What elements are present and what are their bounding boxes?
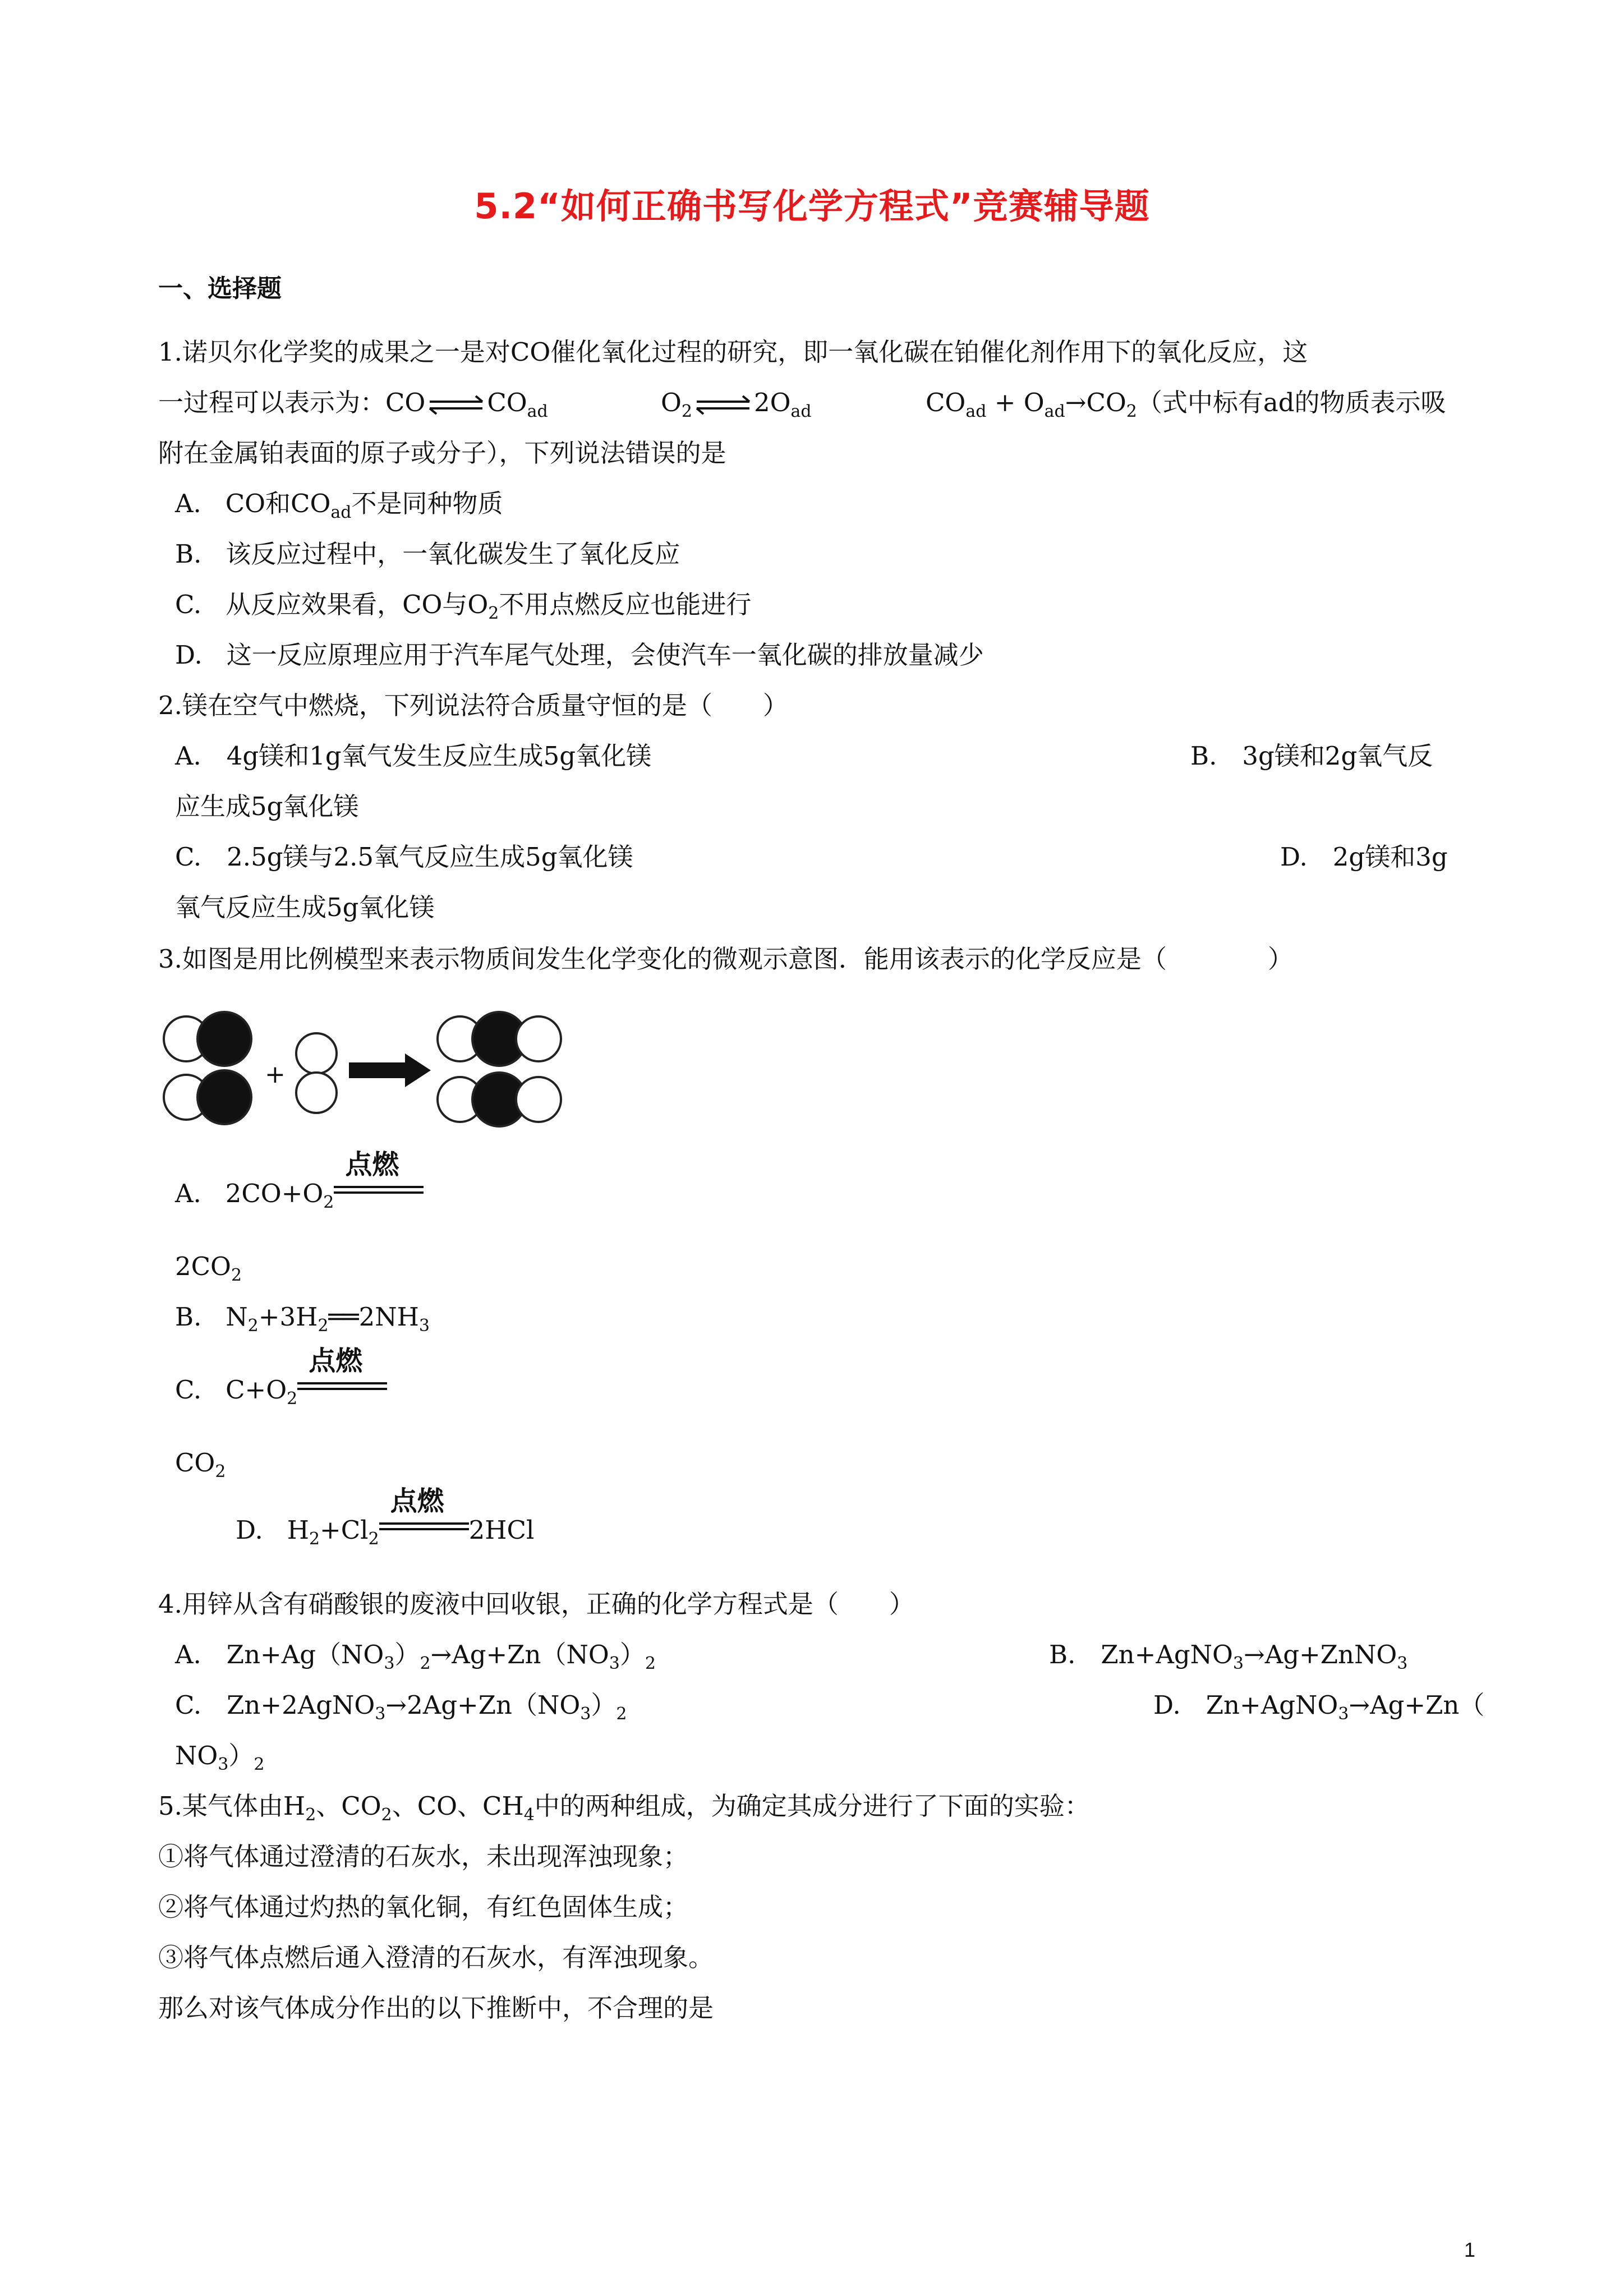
condition-ignite: 点燃 (334, 1177, 424, 1211)
q3-option-d[interactable]: D. $H_2+Cl_2$ 点燃 2HCl (236, 1485, 535, 1549)
q1-option-b[interactable]: B. 该反应过程中，一氧化碳发生了氧化反应 (175, 539, 680, 569)
q1-option-c[interactable]: C. 从反应效果看，CO与$O_2$不用点燃反应也能进行 (175, 590, 752, 623)
q2-option-a[interactable]: A. 4g镁和1g氧气发生反应生成5g氧化镁 (175, 741, 652, 771)
q2-option-d[interactable]: D. 2g镁和3g (1280, 842, 1448, 872)
q2-stem: 2.镁在空气中燃烧，下列说法符合质量守恒的是（ ） (158, 691, 788, 720)
q4-option-b[interactable]: B. Zn+AgNO$_3$→Ag+ZnNO$_3$ (1049, 1640, 1408, 1673)
arrow-icon (349, 1053, 431, 1087)
plus-sign: + (265, 1060, 286, 1089)
q5-conclusion: 那么对该气体成分作出的以下推断中，不合理的是 (158, 1993, 714, 2023)
page-title: 5.2“如何正确书写化学方程式”竞赛辅导题 (474, 186, 1150, 227)
q3-option-c[interactable]: C. $C+O_2$ 点燃 (175, 1373, 387, 1407)
q4-option-d-cont: $NO_3)_2$ (175, 1741, 265, 1774)
q1-eq-co2: $CO_{ad} + O_{ad}\to CO_2$（式中标有ad的物质表示吸 (926, 388, 1446, 421)
q5-step-2: ②将气体通过灼热的氧化铜，有红色固体生成； (158, 1892, 689, 1922)
reversible-arrow-icon (692, 394, 754, 416)
condition-ignite: 点燃 (379, 1513, 469, 1547)
q2-option-b-cont: 应生成5g氧化镁 (175, 792, 359, 821)
q5-step-1: ①将气体通过澄清的石灰水，未出现浑浊现象； (158, 1842, 689, 1871)
q3-option-a[interactable]: A. $2CO+O_2$ 点燃 (175, 1177, 424, 1211)
q2-option-c[interactable]: C. 2.5g镁与2.5氧气反应生成5g氧化镁 (175, 842, 633, 872)
q1-stem-line1: 1.诺贝尔化学奖的成果之一是对CO催化氧化过程的研究，即一氧化碳在铂催化剂作用下的氧化反应，这 (158, 337, 1308, 367)
q1-stem-line2: 一过程可以表示为：CO $CO_{ad}$ (158, 388, 548, 421)
q1-eq-oxygen: $O_2$ $2O_{ad}$ (661, 388, 812, 421)
q5-step-3: ③将气体点燃后通入澄清的石灰水，有浑浊现象。 (158, 1943, 714, 1972)
q2-option-b[interactable]: B. 3g镁和2g氧气反 (1190, 741, 1433, 771)
q4-stem: 4.用锌从含有硝酸银的废液中回收银，正确的化学方程式是（ ） (158, 1589, 914, 1619)
q1-option-a[interactable]: A. CO和$CO_{ad}$不是同种物质 (175, 489, 503, 522)
q5-stem: 5.某气体由$H_2$、$CO_2$、CO、$CH_4$中的两种组成，为确定其成分进行了下面的实验： (158, 1791, 1090, 1825)
page-number: 1 (1464, 2238, 1475, 2261)
section-heading: 一、选择题 (158, 274, 282, 303)
reversible-arrow-icon (425, 394, 487, 416)
q3-option-c-product: $CO_2$ (175, 1448, 226, 1481)
q3-option-b[interactable]: B. $N_2+3H_2══2NH_3$ (175, 1302, 430, 1336)
q4-option-c[interactable]: C. $Zn+2AgNO_3\to 2Ag+Zn(NO_3)_2$ (175, 1690, 627, 1724)
q4-option-d[interactable]: D. Zn+AgNO$_3$→Ag+Zn（ (1153, 1690, 1485, 1724)
q1-option-d[interactable]: D. 这一反应原理应用于汽车尾气处理，会使汽车一氧化碳的排放量减少 (175, 640, 984, 670)
q2-option-d-cont: 氧气反应生成5g氧化镁 (175, 892, 435, 922)
q4-option-a[interactable]: A. $Zn+Ag(NO_3)_2\to Ag+Zn(NO_3)_2$ (175, 1640, 656, 1673)
condition-ignite: 点燃 (297, 1373, 387, 1407)
q1-stem-line3: 附在金属铂表面的原子或分子），下列说法错误的是 (158, 438, 726, 468)
q3-stem: 3.如图是用比例模型来表示物质间发生化学变化的微观示意图．能用该表示的化学反应是（ ） (158, 944, 1293, 974)
q3-option-a-product: $2CO_2$ (175, 1251, 242, 1285)
molecule-model-diagram (158, 1010, 573, 1133)
